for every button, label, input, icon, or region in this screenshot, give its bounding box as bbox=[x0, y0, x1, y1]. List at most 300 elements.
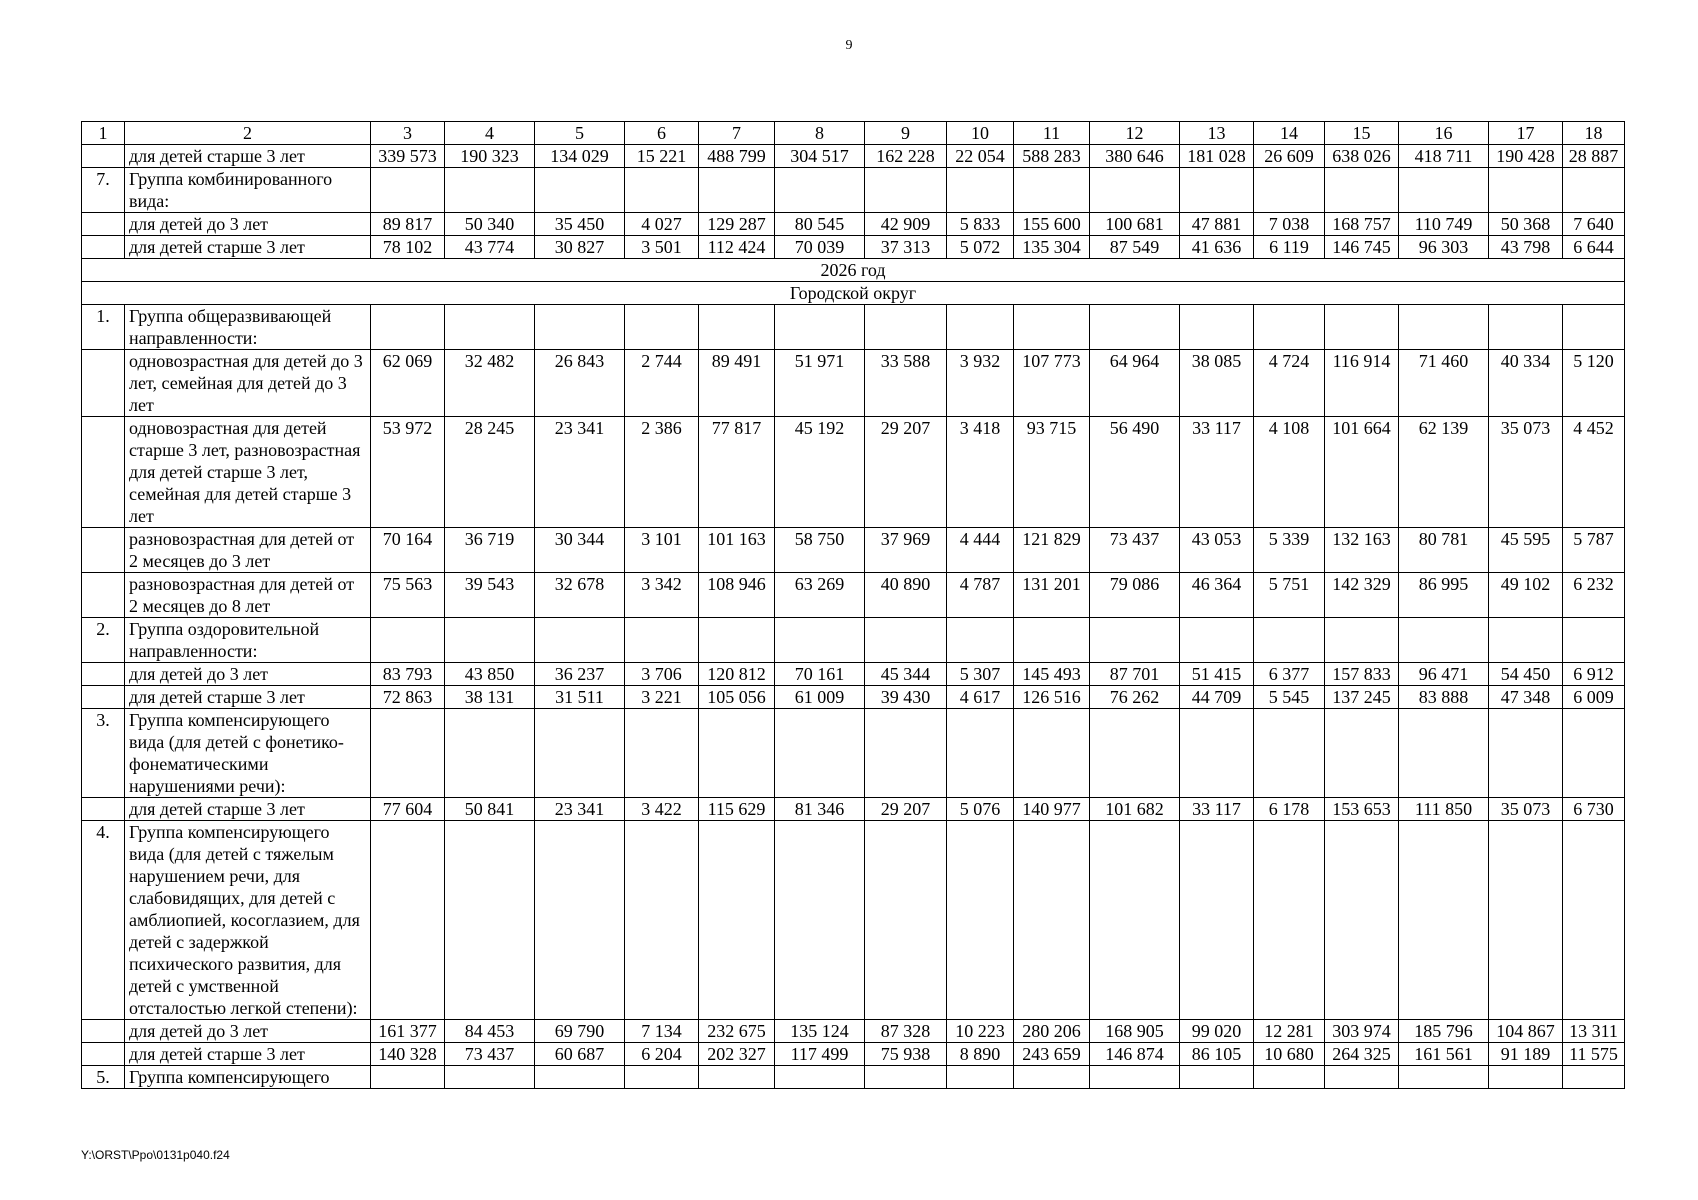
value-cell: 101 664 bbox=[1325, 417, 1399, 528]
row-number: 2. bbox=[82, 618, 125, 663]
value-cell: 28 245 bbox=[445, 417, 535, 528]
value-cell: 45 344 bbox=[865, 663, 947, 686]
value-cell bbox=[947, 305, 1014, 350]
value-cell: 303 974 bbox=[1325, 1020, 1399, 1043]
value-cell: 5 072 bbox=[947, 236, 1014, 259]
value-cell: 117 499 bbox=[775, 1043, 865, 1066]
value-cell bbox=[1014, 618, 1090, 663]
value-cell: 51 971 bbox=[775, 350, 865, 417]
value-cell bbox=[1254, 305, 1325, 350]
value-cell: 43 850 bbox=[445, 663, 535, 686]
value-cell: 7 134 bbox=[625, 1020, 699, 1043]
row-number: 3. bbox=[82, 709, 125, 798]
value-cell bbox=[865, 1066, 947, 1089]
row-label: для детей старше 3 лет bbox=[125, 1043, 371, 1066]
value-cell bbox=[1014, 1066, 1090, 1089]
row-number bbox=[82, 236, 125, 259]
column-header-17: 17 bbox=[1489, 122, 1563, 145]
value-cell: 3 501 bbox=[625, 236, 699, 259]
value-cell: 35 450 bbox=[535, 213, 625, 236]
column-number-header bbox=[82, 122, 1625, 145]
value-cell: 168 757 bbox=[1325, 213, 1399, 236]
value-cell: 3 418 bbox=[947, 417, 1014, 528]
value-cell bbox=[1489, 1066, 1563, 1089]
value-cell bbox=[1563, 305, 1625, 350]
value-cell: 49 102 bbox=[1489, 573, 1563, 618]
column-header-16: 16 bbox=[1399, 122, 1489, 145]
value-cell: 79 086 bbox=[1090, 573, 1180, 618]
value-cell: 86 105 bbox=[1180, 1043, 1254, 1066]
table-row bbox=[82, 350, 1625, 417]
value-cell: 70 164 bbox=[371, 528, 445, 573]
value-cell: 107 773 bbox=[1014, 350, 1090, 417]
value-cell: 77 604 bbox=[371, 798, 445, 821]
value-cell bbox=[445, 618, 535, 663]
value-cell: 36 237 bbox=[535, 663, 625, 686]
value-cell: 37 313 bbox=[865, 236, 947, 259]
value-cell: 47 348 bbox=[1489, 686, 1563, 709]
value-cell bbox=[1325, 821, 1399, 1020]
value-cell: 116 914 bbox=[1325, 350, 1399, 417]
value-cell: 41 636 bbox=[1180, 236, 1254, 259]
value-cell bbox=[1399, 709, 1489, 798]
value-cell: 6 204 bbox=[625, 1043, 699, 1066]
row-label: Группа общеразвивающей направленности: bbox=[125, 305, 371, 350]
value-cell bbox=[1563, 168, 1625, 213]
table-row bbox=[82, 618, 1625, 663]
value-cell: 3 221 bbox=[625, 686, 699, 709]
table-row bbox=[82, 1066, 1625, 1089]
value-cell: 46 364 bbox=[1180, 573, 1254, 618]
value-cell: 115 629 bbox=[699, 798, 775, 821]
value-cell bbox=[1563, 821, 1625, 1020]
value-cell: 32 482 bbox=[445, 350, 535, 417]
value-cell bbox=[1399, 821, 1489, 1020]
value-cell bbox=[1399, 168, 1489, 213]
value-cell: 35 073 bbox=[1489, 798, 1563, 821]
column-header-3: 3 bbox=[371, 122, 445, 145]
value-cell: 70 039 bbox=[775, 236, 865, 259]
row-number bbox=[82, 798, 125, 821]
table-row bbox=[82, 1020, 1625, 1043]
value-cell: 488 799 bbox=[699, 145, 775, 168]
table-row bbox=[82, 417, 1625, 528]
value-cell bbox=[625, 821, 699, 1020]
table-row bbox=[82, 213, 1625, 236]
value-cell: 146 745 bbox=[1325, 236, 1399, 259]
value-cell bbox=[625, 709, 699, 798]
value-cell: 6 119 bbox=[1254, 236, 1325, 259]
value-cell bbox=[1180, 709, 1254, 798]
value-cell: 3 932 bbox=[947, 350, 1014, 417]
value-cell: 3 342 bbox=[625, 573, 699, 618]
value-cell: 5 545 bbox=[1254, 686, 1325, 709]
value-cell: 190 428 bbox=[1489, 145, 1563, 168]
value-cell: 75 938 bbox=[865, 1043, 947, 1066]
value-cell bbox=[1254, 1066, 1325, 1089]
value-cell: 157 833 bbox=[1325, 663, 1399, 686]
column-header-12: 12 bbox=[1090, 122, 1180, 145]
value-cell: 13 311 bbox=[1563, 1020, 1625, 1043]
value-cell: 63 269 bbox=[775, 573, 865, 618]
value-cell bbox=[1325, 709, 1399, 798]
value-cell bbox=[371, 168, 445, 213]
value-cell: 4 108 bbox=[1254, 417, 1325, 528]
value-cell bbox=[775, 1066, 865, 1089]
value-cell: 89 817 bbox=[371, 213, 445, 236]
value-cell bbox=[1254, 168, 1325, 213]
value-cell bbox=[1180, 618, 1254, 663]
row-number bbox=[82, 145, 125, 168]
value-cell: 181 028 bbox=[1180, 145, 1254, 168]
value-cell bbox=[1014, 709, 1090, 798]
value-cell: 33 588 bbox=[865, 350, 947, 417]
row-label: Группа компенсирующего вида (для детей с фонетико-фонематическими нарушениями речи): bbox=[125, 709, 371, 798]
table-row bbox=[82, 709, 1625, 798]
column-header-1: 1 bbox=[82, 122, 125, 145]
value-cell bbox=[1090, 618, 1180, 663]
value-cell: 39 430 bbox=[865, 686, 947, 709]
value-cell bbox=[1489, 821, 1563, 1020]
value-cell bbox=[535, 1066, 625, 1089]
section-title: 2026 год bbox=[82, 259, 1625, 282]
value-cell: 87 328 bbox=[865, 1020, 947, 1043]
row-label: для детей старше 3 лет bbox=[125, 236, 371, 259]
value-cell: 45 595 bbox=[1489, 528, 1563, 573]
value-cell bbox=[1563, 618, 1625, 663]
value-cell bbox=[625, 168, 699, 213]
row-label: Группа оздоровительной направленности: bbox=[125, 618, 371, 663]
table-row bbox=[82, 663, 1625, 686]
value-cell: 140 328 bbox=[371, 1043, 445, 1066]
value-cell bbox=[775, 168, 865, 213]
value-cell: 96 471 bbox=[1399, 663, 1489, 686]
value-cell: 131 201 bbox=[1014, 573, 1090, 618]
value-cell bbox=[1489, 709, 1563, 798]
value-cell: 50 340 bbox=[445, 213, 535, 236]
value-cell: 190 323 bbox=[445, 145, 535, 168]
value-cell: 5 751 bbox=[1254, 573, 1325, 618]
column-header-8: 8 bbox=[775, 122, 865, 145]
column-header-6: 6 bbox=[625, 122, 699, 145]
value-cell: 280 206 bbox=[1014, 1020, 1090, 1043]
row-label: для детей старше 3 лет bbox=[125, 798, 371, 821]
value-cell: 12 281 bbox=[1254, 1020, 1325, 1043]
row-number: 7. bbox=[82, 168, 125, 213]
value-cell bbox=[1014, 821, 1090, 1020]
row-label: для детей до 3 лет bbox=[125, 213, 371, 236]
row-number: 4. bbox=[82, 821, 125, 1020]
row-number bbox=[82, 1020, 125, 1043]
value-cell: 155 600 bbox=[1014, 213, 1090, 236]
value-cell: 243 659 bbox=[1014, 1043, 1090, 1066]
value-cell: 87 701 bbox=[1090, 663, 1180, 686]
value-cell: 37 969 bbox=[865, 528, 947, 573]
row-label: Группа компенсирующего вида (для детей с тяжелым нарушением речи, для слабовидящих, для детей с амблиопией, косоглазием, для детей с задержкой психического развития, для детей с умственной отсталостью легкой степени): bbox=[125, 821, 371, 1020]
value-cell bbox=[1180, 168, 1254, 213]
table-row bbox=[82, 305, 1625, 350]
value-cell: 132 163 bbox=[1325, 528, 1399, 573]
row-number bbox=[82, 573, 125, 618]
value-cell: 26 843 bbox=[535, 350, 625, 417]
value-cell bbox=[1563, 709, 1625, 798]
row-number: 5. bbox=[82, 1066, 125, 1089]
value-cell bbox=[865, 821, 947, 1020]
value-cell bbox=[1180, 305, 1254, 350]
value-cell: 380 646 bbox=[1090, 145, 1180, 168]
value-cell: 6 178 bbox=[1254, 798, 1325, 821]
value-cell: 161 561 bbox=[1399, 1043, 1489, 1066]
value-cell bbox=[1399, 618, 1489, 663]
value-cell: 100 681 bbox=[1090, 213, 1180, 236]
row-number bbox=[82, 1043, 125, 1066]
value-cell: 58 750 bbox=[775, 528, 865, 573]
value-cell bbox=[535, 168, 625, 213]
value-cell: 6 912 bbox=[1563, 663, 1625, 686]
value-cell: 2 744 bbox=[625, 350, 699, 417]
value-cell: 135 304 bbox=[1014, 236, 1090, 259]
value-cell: 264 325 bbox=[1325, 1043, 1399, 1066]
value-cell bbox=[371, 821, 445, 1020]
table-body bbox=[82, 145, 1625, 1089]
value-cell: 111 850 bbox=[1399, 798, 1489, 821]
value-cell bbox=[947, 821, 1014, 1020]
value-cell: 54 450 bbox=[1489, 663, 1563, 686]
value-cell: 5 120 bbox=[1563, 350, 1625, 417]
value-cell bbox=[371, 1066, 445, 1089]
value-cell: 126 516 bbox=[1014, 686, 1090, 709]
value-cell: 134 029 bbox=[535, 145, 625, 168]
value-cell: 56 490 bbox=[1090, 417, 1180, 528]
value-cell: 110 749 bbox=[1399, 213, 1489, 236]
table-row bbox=[82, 573, 1625, 618]
value-cell bbox=[775, 821, 865, 1020]
value-cell: 185 796 bbox=[1399, 1020, 1489, 1043]
value-cell: 4 724 bbox=[1254, 350, 1325, 417]
value-cell: 39 543 bbox=[445, 573, 535, 618]
value-cell: 10 223 bbox=[947, 1020, 1014, 1043]
value-cell bbox=[1489, 168, 1563, 213]
value-cell bbox=[1090, 1066, 1180, 1089]
value-cell: 162 228 bbox=[865, 145, 947, 168]
value-cell: 108 946 bbox=[699, 573, 775, 618]
row-label: одновозрастная для детей до 3 лет, семейная для детей до 3 лет bbox=[125, 350, 371, 417]
value-cell: 28 887 bbox=[1563, 145, 1625, 168]
value-cell: 146 874 bbox=[1090, 1043, 1180, 1066]
value-cell bbox=[1014, 305, 1090, 350]
column-header-9: 9 bbox=[865, 122, 947, 145]
value-cell bbox=[535, 305, 625, 350]
value-cell: 23 341 bbox=[535, 417, 625, 528]
value-cell: 69 790 bbox=[535, 1020, 625, 1043]
column-header-2: 2 bbox=[125, 122, 371, 145]
value-cell: 4 027 bbox=[625, 213, 699, 236]
value-cell: 77 817 bbox=[699, 417, 775, 528]
value-cell: 168 905 bbox=[1090, 1020, 1180, 1043]
value-cell: 11 575 bbox=[1563, 1043, 1625, 1066]
value-cell: 5 307 bbox=[947, 663, 1014, 686]
value-cell: 38 131 bbox=[445, 686, 535, 709]
value-cell bbox=[865, 168, 947, 213]
value-cell: 105 056 bbox=[699, 686, 775, 709]
table-row bbox=[82, 798, 1625, 821]
value-cell: 3 101 bbox=[625, 528, 699, 573]
row-label: для детей до 3 лет bbox=[125, 663, 371, 686]
value-cell: 75 563 bbox=[371, 573, 445, 618]
value-cell: 6 730 bbox=[1563, 798, 1625, 821]
value-cell: 137 245 bbox=[1325, 686, 1399, 709]
value-cell: 145 493 bbox=[1014, 663, 1090, 686]
value-cell: 30 344 bbox=[535, 528, 625, 573]
value-cell: 4 617 bbox=[947, 686, 1014, 709]
value-cell: 43 774 bbox=[445, 236, 535, 259]
value-cell: 4 787 bbox=[947, 573, 1014, 618]
value-cell: 87 549 bbox=[1090, 236, 1180, 259]
value-cell: 80 545 bbox=[775, 213, 865, 236]
value-cell: 112 424 bbox=[699, 236, 775, 259]
value-cell bbox=[1090, 305, 1180, 350]
value-cell: 84 453 bbox=[445, 1020, 535, 1043]
row-number bbox=[82, 528, 125, 573]
value-cell bbox=[1090, 821, 1180, 1020]
row-label: для детей старше 3 лет bbox=[125, 686, 371, 709]
value-cell: 15 221 bbox=[625, 145, 699, 168]
table-row bbox=[82, 821, 1625, 1020]
value-cell bbox=[445, 305, 535, 350]
value-cell: 40 890 bbox=[865, 573, 947, 618]
table-row bbox=[82, 145, 1625, 168]
value-cell bbox=[699, 709, 775, 798]
value-cell: 304 517 bbox=[775, 145, 865, 168]
value-cell: 78 102 bbox=[371, 236, 445, 259]
value-cell: 4 452 bbox=[1563, 417, 1625, 528]
column-header-7: 7 bbox=[699, 122, 775, 145]
value-cell bbox=[535, 821, 625, 1020]
value-cell: 42 909 bbox=[865, 213, 947, 236]
table-row bbox=[82, 236, 1625, 259]
value-cell: 4 444 bbox=[947, 528, 1014, 573]
value-cell: 60 687 bbox=[535, 1043, 625, 1066]
cost-table bbox=[81, 121, 1625, 1089]
value-cell: 70 161 bbox=[775, 663, 865, 686]
value-cell: 120 812 bbox=[699, 663, 775, 686]
value-cell: 29 207 bbox=[865, 417, 947, 528]
value-cell: 32 678 bbox=[535, 573, 625, 618]
value-cell: 5 787 bbox=[1563, 528, 1625, 573]
value-cell: 104 867 bbox=[1489, 1020, 1563, 1043]
value-cell: 588 283 bbox=[1014, 145, 1090, 168]
value-cell bbox=[947, 168, 1014, 213]
value-cell: 86 995 bbox=[1399, 573, 1489, 618]
column-header-18: 18 bbox=[1563, 122, 1625, 145]
value-cell: 153 653 bbox=[1325, 798, 1399, 821]
value-cell: 10 680 bbox=[1254, 1043, 1325, 1066]
row-number bbox=[82, 417, 125, 528]
value-cell: 7 038 bbox=[1254, 213, 1325, 236]
value-cell: 50 841 bbox=[445, 798, 535, 821]
value-cell bbox=[1090, 168, 1180, 213]
value-cell bbox=[371, 709, 445, 798]
value-cell bbox=[1180, 1066, 1254, 1089]
value-cell bbox=[445, 821, 535, 1020]
value-cell: 101 163 bbox=[699, 528, 775, 573]
value-cell: 142 329 bbox=[1325, 573, 1399, 618]
value-cell: 93 715 bbox=[1014, 417, 1090, 528]
table-row bbox=[82, 686, 1625, 709]
value-cell bbox=[445, 709, 535, 798]
section-title: Городской округ bbox=[82, 282, 1625, 305]
value-cell bbox=[535, 709, 625, 798]
value-cell: 135 124 bbox=[775, 1020, 865, 1043]
value-cell: 83 888 bbox=[1399, 686, 1489, 709]
value-cell: 71 460 bbox=[1399, 350, 1489, 417]
value-cell: 53 972 bbox=[371, 417, 445, 528]
page-number: 9 bbox=[845, 38, 853, 53]
value-cell bbox=[699, 1066, 775, 1089]
value-cell bbox=[775, 305, 865, 350]
table-row bbox=[82, 168, 1625, 213]
value-cell: 62 069 bbox=[371, 350, 445, 417]
value-cell: 31 511 bbox=[535, 686, 625, 709]
value-cell: 51 415 bbox=[1180, 663, 1254, 686]
value-cell: 50 368 bbox=[1489, 213, 1563, 236]
value-cell: 45 192 bbox=[775, 417, 865, 528]
value-cell bbox=[371, 618, 445, 663]
file-path-footer: Y:\ORST\Ppo\0131p040.f24 bbox=[81, 1148, 230, 1162]
value-cell bbox=[947, 618, 1014, 663]
value-cell: 5 339 bbox=[1254, 528, 1325, 573]
row-number bbox=[82, 686, 125, 709]
value-cell: 62 139 bbox=[1399, 417, 1489, 528]
value-cell bbox=[1325, 305, 1399, 350]
value-cell: 73 437 bbox=[1090, 528, 1180, 573]
value-cell: 29 207 bbox=[865, 798, 947, 821]
value-cell bbox=[1489, 618, 1563, 663]
value-cell bbox=[1489, 305, 1563, 350]
value-cell bbox=[445, 1066, 535, 1089]
value-cell: 44 709 bbox=[1180, 686, 1254, 709]
value-cell bbox=[1090, 709, 1180, 798]
value-cell: 26 609 bbox=[1254, 145, 1325, 168]
value-cell bbox=[1325, 1066, 1399, 1089]
value-cell: 140 977 bbox=[1014, 798, 1090, 821]
value-cell bbox=[947, 709, 1014, 798]
value-cell: 72 863 bbox=[371, 686, 445, 709]
value-cell bbox=[1325, 168, 1399, 213]
value-cell: 61 009 bbox=[775, 686, 865, 709]
value-cell: 33 117 bbox=[1180, 417, 1254, 528]
value-cell: 43 798 bbox=[1489, 236, 1563, 259]
value-cell bbox=[699, 821, 775, 1020]
value-cell: 33 117 bbox=[1180, 798, 1254, 821]
value-cell bbox=[1014, 168, 1090, 213]
value-cell: 6 377 bbox=[1254, 663, 1325, 686]
value-cell: 3 422 bbox=[625, 798, 699, 821]
value-cell: 35 073 bbox=[1489, 417, 1563, 528]
row-label: Группа компенсирующего bbox=[125, 1066, 371, 1089]
value-cell bbox=[445, 168, 535, 213]
value-cell: 36 719 bbox=[445, 528, 535, 573]
row-label: Группа комбинированного вида: bbox=[125, 168, 371, 213]
value-cell bbox=[1325, 618, 1399, 663]
value-cell bbox=[1254, 709, 1325, 798]
value-cell: 3 706 bbox=[625, 663, 699, 686]
value-cell: 418 711 bbox=[1399, 145, 1489, 168]
value-cell: 638 026 bbox=[1325, 145, 1399, 168]
value-cell bbox=[1180, 821, 1254, 1020]
row-label: одновозрастная для детей старше 3 лет, разновозрастная для детей старше 3 лет, семейная для детей старше 3 лет bbox=[125, 417, 371, 528]
value-cell: 5 076 bbox=[947, 798, 1014, 821]
